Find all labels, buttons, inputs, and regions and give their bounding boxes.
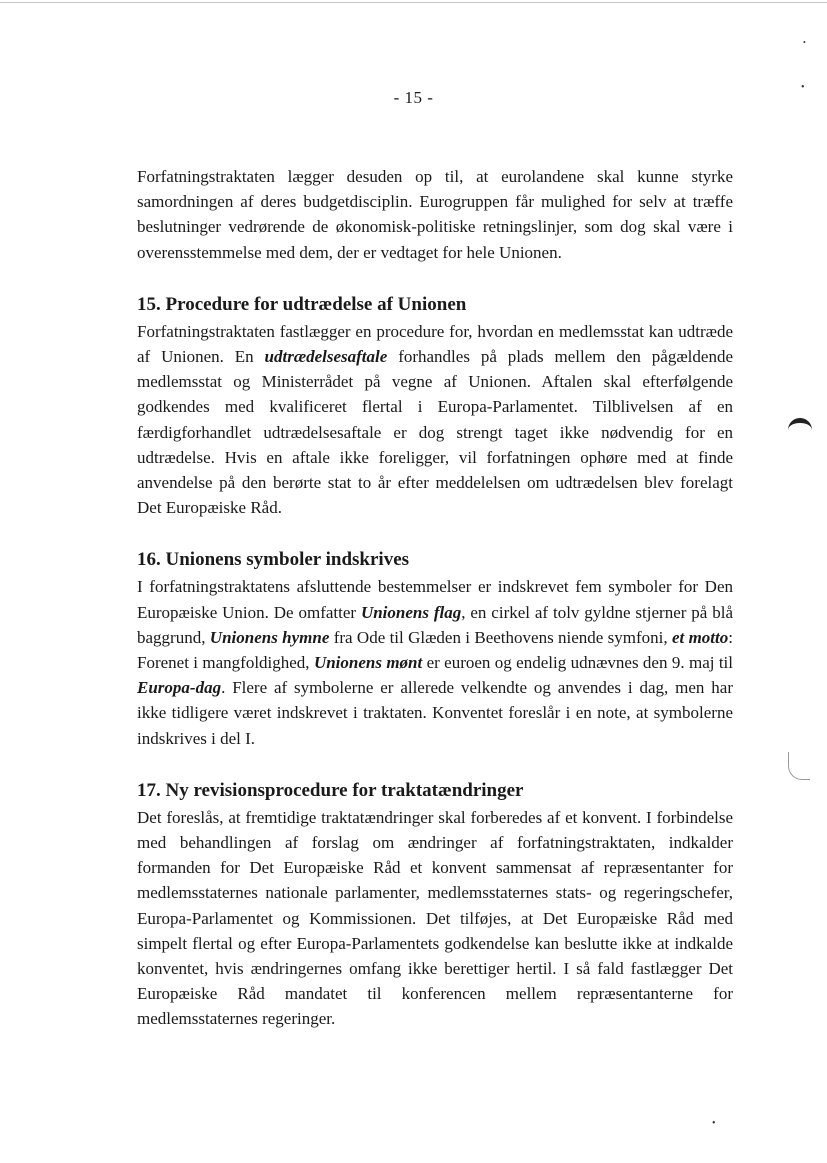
emphasized-term: Unionens flag — [360, 602, 462, 622]
section-17 — [137, 779, 733, 1032]
hole-punch-mark — [788, 752, 810, 780]
scan-speck: • — [801, 82, 805, 93]
page-number: - 15 - — [393, 88, 434, 107]
section-heading: 17. Ny revisionsprocedure for traktatændringer — [137, 779, 524, 801]
section-paragraph — [137, 319, 733, 521]
page-body — [137, 164, 733, 1032]
emphasized-term: et motto — [671, 627, 729, 647]
scan-speck: • — [712, 1118, 716, 1129]
text-run: , en cirkel af tolv gyldne stjerner på blå baggrund, — [137, 602, 733, 647]
intro-paragraph: Forfatningstraktaten lægger desuden op til, at eurolandene skal kunne styrke samordningen af deres budgetdisciplin. Eurogruppen får mulighed for selv at træffe beslutninger vedrørende de økonomisk-politiske retningslinjer, som dog skal være i overensstemmelse med dem, der er vedtaget for hele Unionen. — [137, 167, 733, 262]
text-run: Forfatningstraktaten fastlægger en procedure for, hvordan en medlemsstat kan udtræde af Unionen. En — [137, 321, 733, 367]
section-15 — [137, 293, 733, 521]
text-run: er euroen og endelig udnævnes den 9. maj til — [422, 653, 733, 673]
scan-speck: • — [803, 38, 806, 47]
text-run: forhandles på plads mellem den pågældende medlemsstat og Ministerrådet på vegne af Unionen. Aftalen skal efterfølgende godkendes med kvalificeret flertal i Europa-Parlamentet. Tilblivelsen af en færdigforhandlet udtrædelsesaftale er dog strengt taget ikke nødvendig for en udtrædelse. Hvis en aftale ikke foreligger, vil forfatningen ophøre med at finde anvendelse på den berørte stat to år efter meddelelsen om udtrædelsen blev forelagt Det Europæiske Råd. — [137, 347, 733, 518]
text-run: I forfatningstraktatens afsluttende bestemmelser er indskrevet fem symboler for Den Europæiske Union. De omfatter — [137, 577, 733, 622]
emphasized-term: Unionens hymne — [209, 627, 330, 647]
text-run: : Forenet i mangfoldighed, — [137, 627, 733, 673]
hole-punch-mark — [788, 418, 812, 432]
section-paragraph: Det foreslås, at fremtidige traktatændringer skal forberedes af et konvent. I forbindelse med behandlingen af forslag om ændringer af forfatningstraktaten, indkalder formanden for Det Europæiske Råd et konvent sammensat af repræsentanter for medlemsstaternes nationale parlamenter, medlemsstaternes stats- og regeringschefer, Europa-Parlamentet og Kommissionen. Det tilføjes, at Det Europæiske Råd med simpelt flertal og efter Europa-Parlamentets godkendelse kan beslutte ikke at indkalde konventet, hvis ændringernes omfang ikke berettiger hertil. I så fald fastlægger Det Europæiske Råd mandatet til konferencen mellem repræsentanterne for medlemsstaternes regeringer. — [137, 807, 733, 1029]
section-heading: 15. Procedure for udtrædelse af Unionen — [137, 293, 467, 315]
section-16 — [137, 548, 733, 750]
text-run: . Flere af symbolerne er allerede velkendte og anvendes i dag, men har ikke tidligere været indskrevet i traktaten. Konventet foreslår i en note, at symbolerne indskrives i del I. — [137, 678, 733, 748]
emphasized-term: udtrædelsesaftale — [264, 347, 388, 367]
emphasized-term: Europa-dag — [137, 678, 222, 698]
section-heading: 16. Unionens symboler indskrives — [137, 549, 410, 571]
text-run: fra Ode til Glæden i Beethovens niende symfoni, — [329, 627, 672, 647]
scan-top-edge — [0, 2, 827, 3]
emphasized-term: Unionens mønt — [313, 653, 423, 673]
section-paragraph — [137, 574, 733, 750]
